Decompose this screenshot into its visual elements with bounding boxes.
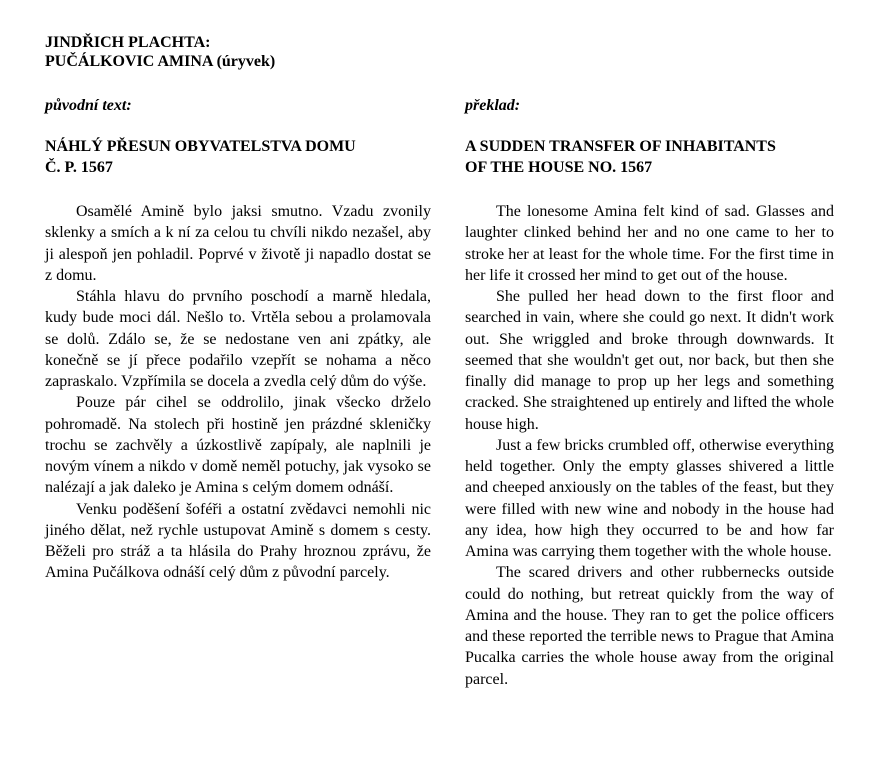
translation-paragraph: The lonesome Amina felt kind of sad. Glasses and laughter clinked behind her and no one came to her to stroke her at least for the whole time. For the first time in her life it crossed her mind to get out of the house. — [465, 203, 834, 284]
translation-paragraph: Just a few bricks crumbled off, otherwise everything held together. Only the empty glasses shivered a little and cheeped anxiously on the tables of the feast, but they were filled with new wine and nobody in the house had any idea, how high they occurred to be and how far Amina was carrying them together with the whole house. — [465, 436, 834, 560]
translation-paragraph: She pulled her head down to the first floor and searched in vain, where she could go next. It didn't work out. She wriggled and broke through downwards. It seemed that she wouldn't get out, nor back, but then she finally did manage to prop up her legs and something cracked. She straightened up entirely and lifted the whole house high. — [465, 288, 834, 433]
original-paragraph: Venku poděšení šoféři a ostatní zvědavci nemohli nic jiného dělat, než rychle ustupovat Amině s domem s cesty. Běželi pro stráž a ta hlásila do Prahy hroznou zprávu, že Amina Pučálkova odnáší celý dům z původní parcely. — [45, 500, 431, 582]
original-paragraph: Stáhla hlavu do prvního poschodí a marně hledala, kudy bude moci dál. Nešlo to. Vrtěla sebou a prolamovala se dolů. Zdálo se, že se nedostane ven ani zpátky, ale konečně se jí přece podařilo vzepřít se nohama a něco zapraskalo. Vzpřímila se docela a zvedla celý dům do výše. — [45, 288, 431, 390]
translation-title-line-1: A SUDDEN TRANSFER OF INHABITANTS — [465, 138, 776, 155]
translation-paragraph: The scared drivers and other rubbernecks outside could do nothing, but retreat quickly from the way of Amina and the house. They ran to get the police officers and these reported the terrible news to Prague that Amina Pucalka carries the whole house away from the original parcel. — [465, 564, 834, 688]
translation-column — [465, 96, 834, 690]
author-heading — [45, 33, 275, 71]
translation-label: překlad: — [465, 97, 521, 114]
original-paragraph: Osamělé Amině bylo jaksi smutno. Vzadu zvonily sklenky a smích a k ní za celou tu chvíli nikdo nezašel, aby ji alespoň jen pohladil. Poprvé v životě ji napadlo dostat se z domu. — [45, 203, 431, 284]
translation-title — [465, 136, 834, 178]
original-text-column — [45, 96, 431, 584]
original-title — [45, 136, 431, 178]
translation-title-line-2: OF THE HOUSE NO. 1567 — [465, 159, 653, 176]
work-title: PUČÁLKOVIC AMINA (úryvek) — [45, 53, 276, 70]
original-paragraph: Pouze pár cihel se oddrolilo, jinak všecko drželo pohromadě. Na stolech při hostině jen prázdné skleničky trochu se zachvěly a úzkostlivě zapípaly, ale naplnili je novým vínem a nikdo v domě neměl potuchy, jak vysoko se nalézají a jak daleko je Amina s celým domem odnáší. — [45, 394, 431, 497]
original-text-label: původní text: — [45, 97, 132, 114]
author-name: JINDŘICH PLACHTA: — [45, 34, 211, 51]
translation-paragraphs — [465, 201, 834, 690]
original-title-line-2: Č. P. 1567 — [45, 159, 113, 176]
original-title-line-1: NÁHLÝ PŘESUN OBYVATELSTVA DOMU — [45, 138, 356, 155]
original-paragraphs — [45, 201, 431, 584]
